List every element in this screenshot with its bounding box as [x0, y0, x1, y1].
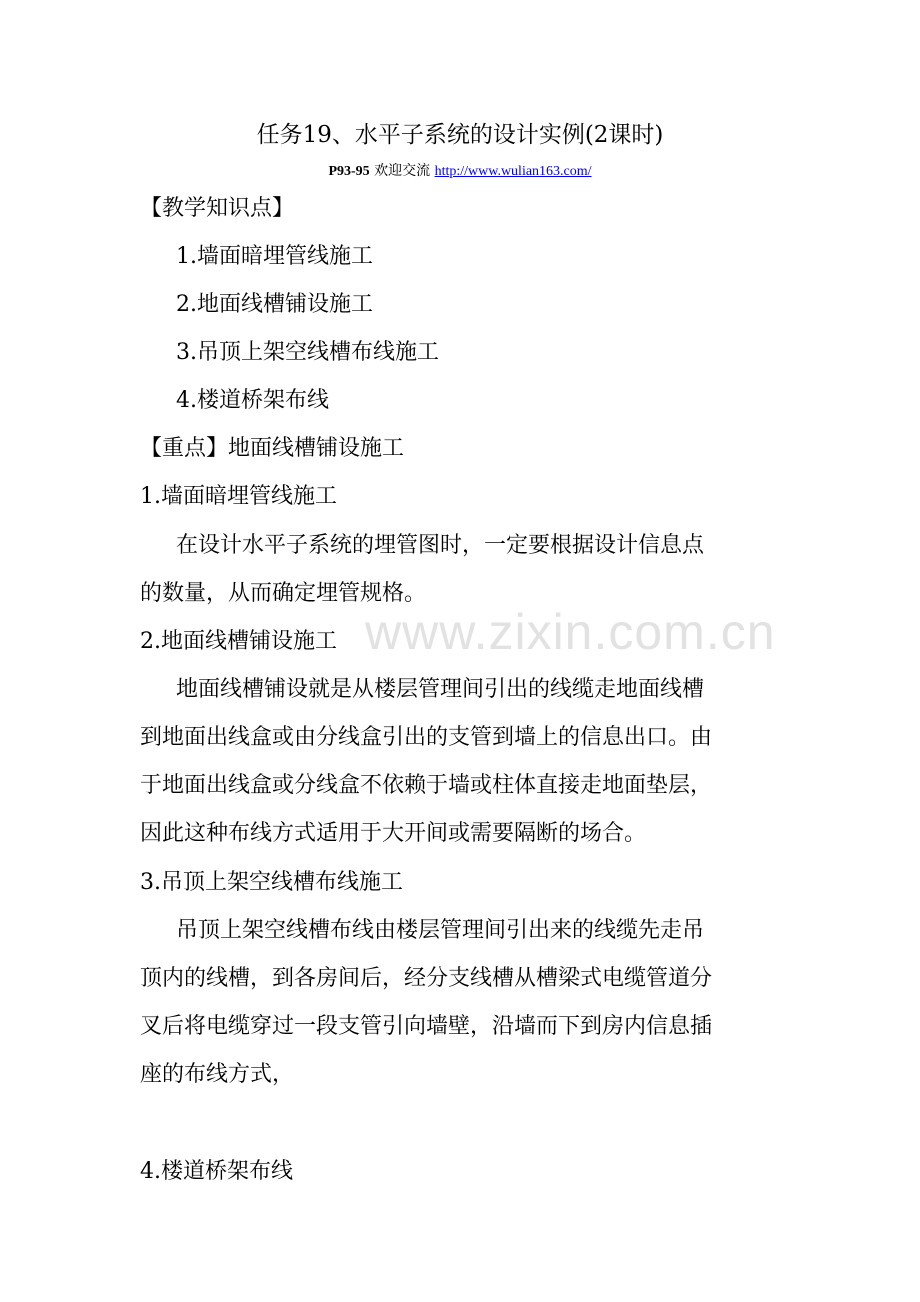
reference-text: 欢迎交流 — [374, 163, 431, 179]
knowledge-point-item: 2.地面线槽铺设施工 — [176, 292, 373, 317]
section-heading: 3.吊顶上架空线槽布线施工 — [140, 870, 403, 895]
section-heading: 1.墙面暗埋管线施工 — [140, 484, 337, 509]
knowledge-points-heading: 【教学知识点】 — [140, 196, 295, 221]
paragraph-line: 于地面出线盒或分线盒不依赖于墙或柱体直接走地面垫层， — [140, 773, 713, 798]
paragraph-line: 的数量，从而确定埋管规格。 — [140, 581, 427, 606]
paragraph-line: 顶内的线槽，到各房间后，经分支线槽从槽梁式电缆管道分 — [140, 966, 713, 991]
paragraph-line: 地面线槽铺设就是从楼层管理间引出的线缆走地面线槽 — [176, 677, 705, 702]
paragraph-line: 到地面出线盒或由分线盒引出的支管到墙上的信息出口。由 — [140, 725, 713, 750]
section-heading: 4.楼道桥架布线 — [140, 1159, 293, 1184]
reference-link[interactable]: http://www.wulian163.com/ — [434, 164, 592, 179]
knowledge-point-item: 1.墙面暗埋管线施工 — [176, 244, 373, 269]
page-range: P93-95 — [328, 164, 370, 179]
section-heading: 2.地面线槽铺设施工 — [140, 629, 337, 654]
paragraph-line: 座的布线方式， — [140, 1062, 295, 1087]
paragraph-line: 叉后将电缆穿过一段支管引向墙壁，沿墙而下到房内信息插 — [140, 1014, 713, 1039]
reference-line — [0, 161, 920, 182]
paragraph-line: 在设计水平子系统的埋管图时，一定要根据设计信息点 — [176, 533, 705, 558]
knowledge-point-item: 3.吊顶上架空线槽布线施工 — [176, 340, 439, 365]
knowledge-point-item: 4.楼道桥架布线 — [176, 388, 329, 413]
paragraph-line: 因此这种布线方式适用于大开间或需要隔断的场合。 — [140, 821, 647, 846]
watermark: www.zixin.com.cn — [365, 604, 776, 660]
paragraph-line: 吊顶上架空线槽布线由楼层管理间引出来的线缆先走吊 — [176, 918, 705, 943]
key-point: 【重点】地面线槽铺设施工 — [140, 436, 405, 461]
page-title: 任务19、水平子系统的设计实例(2课时) — [256, 122, 664, 148]
